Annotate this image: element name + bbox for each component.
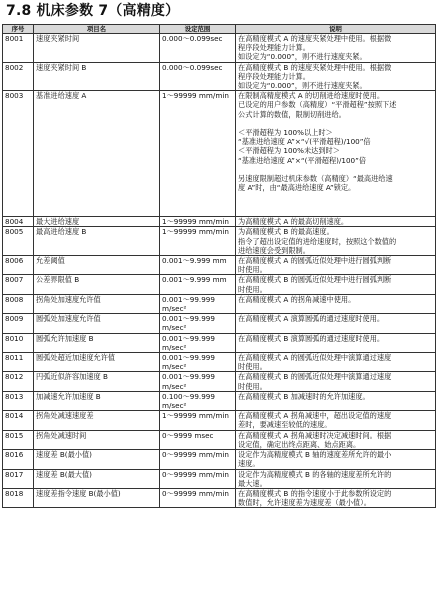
table-row (3, 411, 436, 430)
param-name: 拐角处减速速度差 (34, 411, 160, 430)
param-description: 在高精度模式 B 加减速时的允许加速度。 (236, 391, 436, 410)
param-name: 速度差 B(最小值) (34, 450, 160, 469)
table-row (3, 217, 436, 227)
param-number: 8002 (3, 62, 34, 91)
param-name: 基准进给速度 A (34, 91, 160, 217)
param-number: 8007 (3, 275, 34, 294)
param-number: 8015 (3, 430, 34, 449)
param-number: 8005 (3, 227, 34, 256)
table-row (3, 391, 436, 410)
table-row (3, 227, 436, 256)
header-no: 序号 (3, 25, 34, 34)
param-description: 在高精度模式 A 拐角减速中，超出设定值的速度 差时，要减速至较低的速度。 (236, 411, 436, 430)
table-row (3, 275, 436, 294)
param-number: 8018 (3, 488, 34, 507)
param-description: 在高精度模式 B 的圆弧近似处理中演算通过速度 时使用。 (236, 372, 436, 391)
param-number: 8003 (3, 91, 34, 217)
param-range: 0.001～99.999 m/sec² (160, 294, 236, 313)
table-row (3, 353, 436, 372)
param-range: 0～99999 mm/min (160, 450, 236, 469)
param-name: 速度夹紧时间 B (34, 62, 160, 91)
param-name: 拐角处加速度允许值 (34, 294, 160, 313)
param-number: 8009 (3, 314, 34, 333)
param-name: 最高进给速度 B (34, 227, 160, 256)
table-row (3, 294, 436, 313)
header-name: 项目名 (34, 25, 160, 34)
param-number: 8001 (3, 34, 34, 63)
param-number: 8012 (3, 372, 34, 391)
param-number: 8011 (3, 353, 34, 372)
param-number: 8008 (3, 294, 34, 313)
param-name: 円弧近似許容加速度 B (34, 372, 160, 391)
param-name: 速度差指令速度 B(最小值) (34, 488, 160, 507)
param-range: 1～99999 mm/min (160, 91, 236, 217)
table-row (3, 34, 436, 63)
param-range: 0.001～9.999 mm (160, 256, 236, 275)
table-row (3, 450, 436, 469)
param-description: 在高精度模式 B 的速度夹紧处理中使用。根据微 程序段处理能力计算。 如设定为“0.000”，则不进行速度夹紧。 (236, 62, 436, 91)
param-range: 0.001～99.999 m/sec² (160, 333, 236, 352)
param-description: 在高精度模式 A 演算圆弧的通过速度时使用。 (236, 314, 436, 333)
param-name: 允差阈值 (34, 256, 160, 275)
table-row (3, 469, 436, 488)
param-range: 0～99999 mm/min (160, 469, 236, 488)
param-name: 圆弧处加速度允许值 (34, 314, 160, 333)
table-row (3, 333, 436, 352)
param-range: 0.001～9.999 mm (160, 275, 236, 294)
table-body (3, 34, 436, 508)
param-range: 1～99999 mm/min (160, 217, 236, 227)
param-range: 0.001～99.999 m/sec² (160, 372, 236, 391)
table-header-row (3, 25, 436, 34)
param-name: 圆弧处超近加速度允许值 (34, 353, 160, 372)
param-description: 在高精度模式 A 的速度夹紧处理中使用。根据微 程序段处理能力计算。 如设定为“0.000”，则不进行速度夹紧。 (236, 34, 436, 63)
param-description: 在高精度模式 A 的圆弧近似处理中进行圆弧判断 时使用。 (236, 256, 436, 275)
param-range: 1～99999 mm/min (160, 411, 236, 430)
param-range: 0～9999 msec (160, 430, 236, 449)
table-row (3, 91, 436, 217)
param-description: 为高精度模式 B 的最高速度。 指令了超出设定值的进给速度时，按照这个数值的 进给速度会受到限制。 (236, 227, 436, 256)
header-range: 设定范围 (160, 25, 236, 34)
table-row (3, 430, 436, 449)
param-range: 0.100～99.999 m/sec² (160, 391, 236, 410)
param-number: 8006 (3, 256, 34, 275)
param-number: 8017 (3, 469, 34, 488)
param-range: 0.000～0.099sec (160, 62, 236, 91)
section-title: 7.8 机床参数 7（高精度） (6, 3, 180, 19)
param-number: 8013 (3, 391, 34, 410)
param-description: 设定作为高精度模式 B 的各轴的速度差所允许的 最大速。 (236, 469, 436, 488)
param-number: 8014 (3, 411, 34, 430)
param-description: 在高精度模式 B 的圆弧近似处理中进行圆弧判断 时使用。 (236, 275, 436, 294)
param-name: 加减速允许加速度 B (34, 391, 160, 410)
param-description: 在限制高精度模式 A 的切削进给速度时使用。 已设定的用户参数（高精度）“平滑超程”按照下述 公式计算的数值，限制切削进给。 ＜平滑超程为 100%以上时＞ “基准进给速度 A”×“√(平滑超程)/100”倍 ＜平滑超程为 100%未达到时＞ “基准进给速度 A”×“(平滑超程)/100”倍 另速度限制超过机床参数（高精度）“最高进给速 度 A”时，由“最高进给速度 A”锁定。 (236, 91, 436, 217)
param-range: 0.000～0.099sec (160, 34, 236, 63)
param-name: 圆弧允许加速度 B (34, 333, 160, 352)
param-description: 在高精度模式 A 拐角减速时决定减速时间。根据 设定值，确定出终点距离、始点距离。 (236, 430, 436, 449)
param-number: 8010 (3, 333, 34, 352)
param-range: 1～99999 mm/min (160, 227, 236, 256)
param-description: 在高精度模式 A 的拐角减速中使用。 (236, 294, 436, 313)
param-name: 拐角处减速时间 (34, 430, 160, 449)
param-name: 速度夹紧时间 (34, 34, 160, 63)
table-row (3, 372, 436, 391)
param-description: 为高精度模式 A 的最高切削速度。 (236, 217, 436, 227)
table-row (3, 314, 436, 333)
parameter-table (2, 24, 436, 508)
table-row (3, 256, 436, 275)
param-number: 8016 (3, 450, 34, 469)
param-range: 0～99999 mm/min (160, 488, 236, 507)
header-desc: 说明 (236, 25, 436, 34)
param-description: 设定作为高精度模式 B 轴的速度差所允许的最小 速度。 (236, 450, 436, 469)
param-name: 公差界限值 B (34, 275, 160, 294)
param-range: 0.001～99.999 m/sec² (160, 353, 236, 372)
param-description: 在高精度模式 B 的指令速度小于此参数所设定的 数值时，允许速度差为速度差（最小值）。 (236, 488, 436, 507)
param-name: 最大进给速度 (34, 217, 160, 227)
table-row (3, 62, 436, 91)
param-number: 8004 (3, 217, 34, 227)
table-row (3, 488, 436, 507)
param-range: 0.001～99.999 m/sec² (160, 314, 236, 333)
param-description: 在高精度模式 A 的圆弧近似处理中演算通过速度 时使用。 (236, 353, 436, 372)
param-name: 速度差 B(最大值) (34, 469, 160, 488)
param-description: 在高精度模式 B 演算圆弧的通过速度时使用。 (236, 333, 436, 352)
